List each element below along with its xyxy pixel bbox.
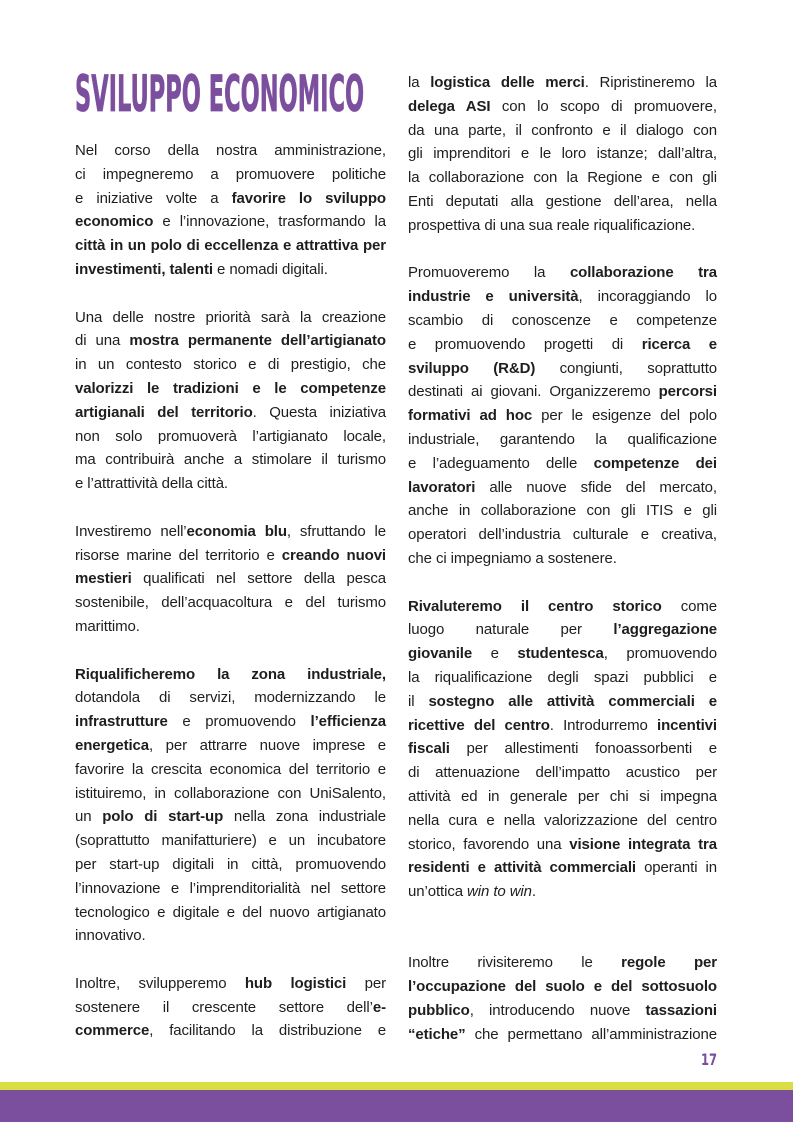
text-line <box>75 544 386 568</box>
bold-text: energetica <box>75 736 150 754</box>
text-line <box>75 663 386 687</box>
italic-text: win to win <box>467 883 532 901</box>
text-run: storico, favorendo una <box>408 835 570 853</box>
text-line <box>75 996 386 1020</box>
text-run: di una <box>75 332 130 350</box>
text-run: , incoraggiando lo <box>578 288 717 306</box>
bold-text: l’aggregazione <box>613 621 717 639</box>
text-line <box>408 975 717 999</box>
text-line <box>75 758 386 782</box>
bold-text: polo di start-up <box>102 808 224 826</box>
text-run: . <box>531 883 536 901</box>
text-line <box>408 214 717 238</box>
bold-text: Rivaluteremo il centro storico <box>408 597 662 615</box>
text-run: in un contesto storico e di prestigio, che <box>75 356 386 374</box>
text-line <box>75 782 386 806</box>
bold-text: formativi ad hoc <box>408 407 533 425</box>
bold-text: giovanile <box>408 645 473 663</box>
text-run: di attenuazione dell’impatto acustico per <box>408 764 717 782</box>
text-line <box>75 710 386 734</box>
bold-text: artigianali del territorio <box>75 403 253 421</box>
bold-text: economico <box>75 213 154 231</box>
text-line <box>408 856 717 880</box>
text-line <box>408 951 717 975</box>
text-line <box>75 853 386 877</box>
text-line <box>408 833 717 857</box>
text-line <box>408 166 717 190</box>
text-run: e l’attrattività della città. <box>75 475 229 493</box>
bold-text: l’efficienza <box>310 713 386 731</box>
text-run: per start-up digitali in città, promuovendo <box>75 855 386 873</box>
text-line <box>75 972 386 996</box>
bold-text: studentesca <box>517 645 604 663</box>
bold-text: collaborazione tra <box>569 264 717 282</box>
bold-text: logistica delle merci <box>430 74 585 91</box>
text-line <box>75 877 386 901</box>
text-run: destinati ai giovani. Organizzeremo <box>408 383 659 401</box>
bold-text: fiscali <box>408 740 450 758</box>
paragraph <box>75 663 386 949</box>
text-run: nella cura e nella valorizzazione del centro <box>408 811 717 829</box>
paragraph <box>408 595 717 904</box>
bold-text: valorizzi le tradizioni e le competenze <box>75 379 386 397</box>
text-line <box>75 686 386 710</box>
text-run: ci impegneremo a promuovere politiche <box>75 165 386 183</box>
text-line <box>408 809 717 833</box>
paragraph <box>408 951 717 1046</box>
text-line <box>75 163 386 187</box>
text-line <box>75 306 386 330</box>
text-run: anche in collaborazione con gli ITIS e gli <box>408 502 717 520</box>
text-run: l’innovazione e l’imprenditorialità nel settore <box>75 879 386 897</box>
text-run: Promuoveremo la <box>408 264 570 282</box>
bold-text: economia blu <box>186 522 287 540</box>
paragraph <box>408 71 717 238</box>
text-run: la collaborazione con la Regione e con gli <box>408 169 717 187</box>
text-run: nella zona industriale <box>223 808 386 826</box>
bold-text: e- <box>372 998 386 1016</box>
text-line <box>75 401 386 425</box>
text-run: e <box>472 645 518 663</box>
text-run: scambio di conoscenze e competenze <box>408 311 717 329</box>
text-run: , facilitando la distribuzione e <box>149 1022 386 1040</box>
bold-text: visione integrata tra <box>569 835 717 853</box>
text-run: non solo promuoverà l’artigianato locale, <box>75 427 386 445</box>
text-line <box>75 329 386 353</box>
text-run: la riqualificazione degli spazi pubblici e <box>408 668 717 686</box>
text-line <box>408 642 717 666</box>
text-run: e iniziative volte a <box>75 189 232 207</box>
text-line <box>75 353 386 377</box>
bold-text: “etiche” <box>408 1025 466 1043</box>
bold-text: ricettive del centro <box>408 716 550 734</box>
text-run: con lo scopo di promuovere, <box>490 97 717 115</box>
bold-text: industrie e università <box>408 288 579 306</box>
text-run: per <box>346 974 386 992</box>
text-line <box>75 258 386 282</box>
text-line <box>408 119 717 143</box>
text-line <box>75 567 386 591</box>
paragraph <box>75 306 386 496</box>
bold-text: favorire lo sviluppo <box>231 189 386 207</box>
text-line <box>408 618 717 642</box>
text-run: (soprattutto manifatturiere) e un incubatore <box>75 832 386 850</box>
text-line <box>408 452 717 476</box>
text-run: risorse marine del territorio e <box>75 546 282 564</box>
text-run: da una parte, il confronto e il dialogo con <box>408 121 717 139</box>
bold-text: investimenti, talenti <box>75 260 213 278</box>
text-line <box>75 615 386 639</box>
text-line <box>408 142 717 166</box>
text-run: un’ottica <box>408 883 468 901</box>
bold-text: mostra permanente dell’artigianato <box>129 332 386 350</box>
paragraph <box>408 261 717 570</box>
text-run: Investiremo nell’ <box>75 522 187 540</box>
text-run: e nomadi digitali. <box>212 260 328 278</box>
text-line <box>75 829 386 853</box>
paragraph <box>75 520 386 639</box>
text-line <box>75 901 386 925</box>
text-run: e l’innovazione, trasformando la <box>153 213 386 231</box>
footer-band-purple <box>0 1090 793 1122</box>
bold-text: l’occupazione del suolo e del sottosuolo <box>408 978 717 996</box>
text-line <box>408 476 717 500</box>
text-run: , promuovendo <box>603 645 717 663</box>
text-line <box>75 448 386 472</box>
text-run: , per attrarre nuove imprese e <box>149 736 386 754</box>
text-line <box>408 190 717 214</box>
text-line <box>75 425 386 449</box>
text-run: favorire la crescita economica del territorio e <box>75 760 386 778</box>
text-line <box>408 285 717 309</box>
text-run: luogo naturale per <box>408 621 614 639</box>
text-line <box>75 520 386 544</box>
bold-text: pubblico <box>408 1002 470 1020</box>
text-run: tecnologico e digitale e del nuovo artigianato <box>75 903 386 921</box>
text-run: per allestimenti fonoassorbenti e <box>449 740 717 758</box>
text-line <box>408 714 717 738</box>
bold-text: tassazioni <box>645 1002 717 1020</box>
text-run: come <box>661 597 717 615</box>
text-line <box>408 357 717 381</box>
bold-text: delega ASI <box>408 97 491 115</box>
text-run: qualificati nel settore della pesca <box>131 570 386 588</box>
text-run: che ci impegniamo a sostenere. <box>408 549 617 567</box>
bold-text: residenti e attività commerciali <box>408 859 637 877</box>
bold-text: sostegno alle attività commerciali e <box>428 692 717 710</box>
text-run: marittimo. <box>75 617 140 635</box>
bold-text: percorsi <box>658 383 717 401</box>
text-run: alle nuove sfide del mercato, <box>475 478 717 496</box>
text-run: . Introdurremo <box>549 716 658 734</box>
text-run: operatori dell’industria culturale e creativa, <box>408 526 717 544</box>
text-line <box>408 523 717 547</box>
text-run: un <box>75 808 103 826</box>
bold-text: infrastrutture <box>75 713 168 731</box>
text-line <box>408 880 717 904</box>
text-run: per le esigenze del polo <box>532 407 717 425</box>
text-run: congiunti, soprattutto <box>535 359 717 377</box>
text-run: il <box>408 692 429 710</box>
right-column <box>408 71 717 1070</box>
bold-text: lavoratori <box>408 478 476 496</box>
text-line <box>408 71 717 95</box>
text-line <box>408 785 717 809</box>
text-line <box>408 595 717 619</box>
text-run: la <box>408 74 431 91</box>
text-line <box>75 1019 386 1043</box>
text-run: , sfruttando le <box>286 522 386 540</box>
text-line <box>75 377 386 401</box>
text-line <box>408 333 717 357</box>
footer-stripe-yellow <box>0 1082 793 1090</box>
text-line <box>75 924 386 948</box>
text-line <box>75 234 386 258</box>
bold-text: commerce <box>75 1022 150 1040</box>
text-line <box>408 404 717 428</box>
paragraph <box>75 972 386 1043</box>
bold-text: sviluppo (R&D) <box>408 359 536 377</box>
bold-text: ricerca e <box>641 335 717 353</box>
text-run: operanti in <box>636 859 717 877</box>
text-line <box>408 999 717 1023</box>
text-line <box>408 1023 717 1047</box>
text-line <box>408 761 717 785</box>
paragraph <box>75 139 386 282</box>
text-line <box>408 737 717 761</box>
bold-text: Riqualificheremo la zona industriale, <box>75 665 386 683</box>
text-run: Inoltre rivisiteremo le <box>408 954 622 972</box>
bold-text: città in un polo di eccellenza e attrattiva per <box>75 237 386 255</box>
text-run: e promuovendo progetti di <box>408 335 642 353</box>
text-line <box>408 380 717 404</box>
text-line <box>75 805 386 829</box>
text-run: . Ripristineremo la <box>584 74 717 91</box>
text-run: e promuovendo <box>167 713 311 731</box>
bold-text: mestieri <box>75 570 132 588</box>
page-title: SVILUPPO ECONOMICO <box>75 65 365 123</box>
text-run: attività ed in generale per chi si impegna <box>408 787 717 805</box>
text-line <box>75 472 386 496</box>
text-run: , introducendo nuove <box>469 1002 646 1020</box>
text-run: sostenere il crescente settore dell’ <box>75 998 373 1016</box>
text-line <box>75 734 386 758</box>
text-line <box>408 547 717 571</box>
text-run: prospettiva di una sua reale riqualificazione. <box>408 216 696 234</box>
bold-text: regole per <box>621 954 717 972</box>
text-run: industriale, garantendo la qualificazione <box>408 430 717 448</box>
bold-text: incentivi <box>657 716 717 734</box>
text-run: Enti deputati alla gestione dell’area, nella <box>408 192 717 210</box>
text-run: Inoltre, svilupperemo <box>75 974 245 992</box>
page-number: 17 <box>701 1050 718 1069</box>
text-line <box>408 428 717 452</box>
bold-text: creando nuovi <box>281 546 386 564</box>
text-run: dotandola di servizi, modernizzando le <box>75 689 386 707</box>
text-line <box>408 261 717 285</box>
text-run: Una delle nostre priorità sarà la creazione <box>75 308 386 326</box>
text-run: che permettano all’amministrazione <box>465 1025 717 1043</box>
text-line <box>75 210 386 234</box>
text-line <box>75 139 386 163</box>
text-line <box>408 690 717 714</box>
text-run: innovativo. <box>75 927 146 945</box>
left-column <box>75 139 386 1067</box>
text-run: Nel corso della nostra amministrazione, <box>75 142 386 159</box>
text-run: ma contribuirà anche a stimolare il turismo <box>75 451 386 469</box>
text-line <box>408 95 717 119</box>
text-line <box>408 666 717 690</box>
text-run: e l’adeguamento delle <box>408 454 594 472</box>
text-run: gli imprenditori e le loro istanze; dall’altra, <box>408 145 717 163</box>
text-run: . Questa iniziativa <box>252 403 386 421</box>
text-run: sostenibile, dell’acquacoltura e del turismo <box>75 594 386 612</box>
text-run: istituiremo, in collaborazione con UniSalento, <box>75 784 386 802</box>
text-line <box>75 591 386 615</box>
bold-text: competenze dei <box>593 454 717 472</box>
bold-text: hub logistici <box>244 974 347 992</box>
text-line <box>408 309 717 333</box>
text-line <box>75 187 386 211</box>
text-line <box>408 499 717 523</box>
